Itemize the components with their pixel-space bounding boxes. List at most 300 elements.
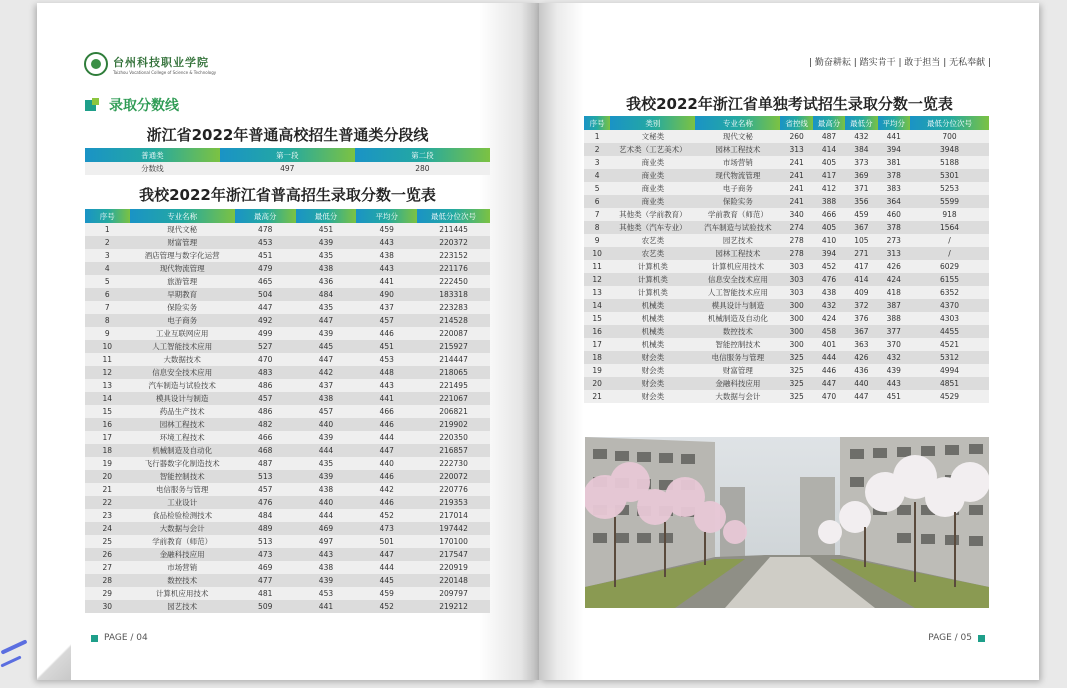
table-cell: 5 bbox=[85, 275, 130, 288]
table-cell: 426 bbox=[845, 351, 877, 364]
table-cell: 22 bbox=[85, 496, 130, 509]
table-cell: 智能控制技术 bbox=[695, 338, 780, 351]
campus-photo bbox=[585, 437, 989, 608]
page-number bbox=[85, 633, 148, 643]
table-cell: 478 bbox=[235, 223, 296, 236]
table-cell: 383 bbox=[878, 182, 910, 195]
table-cell: / bbox=[910, 247, 989, 260]
section-title-text: 录取分数线 bbox=[109, 98, 179, 114]
table-cell: 388 bbox=[813, 195, 845, 208]
table-cell: 食品检验检测技术 bbox=[130, 509, 235, 522]
table-cell: 23 bbox=[85, 509, 130, 522]
square-marker-icon bbox=[978, 635, 985, 642]
table-cell: 29 bbox=[85, 587, 130, 600]
table-cell: 378 bbox=[878, 169, 910, 182]
table-cell: 441 bbox=[356, 275, 417, 288]
table-cell: 1 bbox=[85, 223, 130, 236]
table-cell: 303 bbox=[780, 286, 812, 299]
table-cell: 481 bbox=[235, 587, 296, 600]
table-cell: 274 bbox=[780, 221, 812, 234]
table-cell: 223152 bbox=[417, 249, 490, 262]
table-cell: 394 bbox=[813, 247, 845, 260]
table-cell: 工业互联网应用 bbox=[130, 327, 235, 340]
table-row bbox=[85, 405, 490, 418]
table-cell: 模具设计与制造 bbox=[130, 392, 235, 405]
table-row bbox=[584, 325, 989, 338]
table-cell: 金融科技应用 bbox=[695, 377, 780, 390]
square-bullet-icon bbox=[85, 98, 99, 112]
table-cell: 财会类 bbox=[610, 351, 695, 364]
table-cell: 9 bbox=[584, 234, 610, 247]
table-cell: 14 bbox=[85, 392, 130, 405]
table-cell: / bbox=[910, 234, 989, 247]
table-cell: 436 bbox=[296, 275, 357, 288]
table-cell: 446 bbox=[356, 327, 417, 340]
table-row bbox=[85, 275, 490, 288]
table-cell: 417 bbox=[845, 260, 877, 273]
square-marker-icon bbox=[91, 635, 98, 642]
table-cell: 商业类 bbox=[610, 169, 695, 182]
table-row bbox=[85, 431, 490, 444]
table-row bbox=[584, 364, 989, 377]
table-cell: 325 bbox=[780, 351, 812, 364]
column-header: 序号 bbox=[85, 209, 130, 223]
table-cell: 446 bbox=[356, 470, 417, 483]
table-cell: 6155 bbox=[910, 273, 989, 286]
table-cell: 432 bbox=[813, 299, 845, 312]
table-cell: 24 bbox=[85, 522, 130, 535]
table-row bbox=[85, 288, 490, 301]
table-cell: 汽车制造与试验技术 bbox=[130, 379, 235, 392]
table-cell: 17 bbox=[584, 338, 610, 351]
column-header: 最低分位次号 bbox=[910, 116, 989, 130]
table-cell: 443 bbox=[296, 548, 357, 561]
logo-english-name: Taizhou Vocational College of Science & Technology bbox=[113, 69, 217, 75]
table-cell: 447 bbox=[235, 301, 296, 314]
spine-shadow bbox=[539, 3, 584, 680]
table-cell: 农艺类 bbox=[610, 234, 695, 247]
table-cell: 501 bbox=[356, 535, 417, 548]
table-cell: 303 bbox=[780, 273, 812, 286]
table-cell: 170100 bbox=[417, 535, 490, 548]
column-header: 最低分 bbox=[296, 209, 357, 223]
table-cell: 446 bbox=[813, 364, 845, 377]
table-row bbox=[584, 182, 989, 195]
table-cell: 机械类 bbox=[610, 299, 695, 312]
table-cell: 其他类（学前教育） bbox=[610, 208, 695, 221]
table-cell: 4 bbox=[584, 169, 610, 182]
table-cell: 4994 bbox=[910, 364, 989, 377]
column-header: 序号 bbox=[584, 116, 610, 130]
table-cell: 智能控制技术 bbox=[130, 470, 235, 483]
table-cell: 487 bbox=[235, 457, 296, 470]
table-cell: 453 bbox=[235, 236, 296, 249]
table-cell: 17 bbox=[85, 431, 130, 444]
table-cell: 园林工程技术 bbox=[695, 143, 780, 156]
table-row bbox=[584, 260, 989, 273]
table-cell: 药品生产技术 bbox=[130, 405, 235, 418]
table-cell: 325 bbox=[780, 390, 812, 403]
table-cell: 计算机应用技术 bbox=[695, 260, 780, 273]
table-cell: 21 bbox=[584, 390, 610, 403]
table-cell: 计算机类 bbox=[610, 260, 695, 273]
table-cell: 数控技术 bbox=[130, 574, 235, 587]
table-row bbox=[85, 314, 490, 327]
table-cell: 13 bbox=[85, 379, 130, 392]
table-cell: 432 bbox=[878, 351, 910, 364]
table-cell: 438 bbox=[813, 286, 845, 299]
table-cell: 271 bbox=[845, 247, 877, 260]
table-cell: 214447 bbox=[417, 353, 490, 366]
table-row bbox=[584, 143, 989, 156]
table-cell: 438 bbox=[296, 561, 357, 574]
table-cell: 356 bbox=[845, 195, 877, 208]
table-cell: 381 bbox=[878, 156, 910, 169]
table-cell: 财会类 bbox=[610, 364, 695, 377]
table-cell: 436 bbox=[845, 364, 877, 377]
table-cell: 417 bbox=[813, 169, 845, 182]
table-cell: 现代文秘 bbox=[130, 223, 235, 236]
table-cell: 440 bbox=[356, 457, 417, 470]
table-cell: 21 bbox=[85, 483, 130, 496]
table-cell: 325 bbox=[780, 364, 812, 377]
table-cell: 5312 bbox=[910, 351, 989, 364]
table-cell: 438 bbox=[296, 262, 357, 275]
table-row bbox=[85, 600, 490, 613]
table-row bbox=[584, 338, 989, 351]
pen-decoration bbox=[0, 639, 27, 654]
table-cell: 457 bbox=[356, 314, 417, 327]
table-cell: 325 bbox=[780, 377, 812, 390]
table-cell: 504 bbox=[235, 288, 296, 301]
table-cell: 405 bbox=[813, 221, 845, 234]
table-cell: 机械类 bbox=[610, 312, 695, 325]
table-cell: 220148 bbox=[417, 574, 490, 587]
column-header: 普通类 bbox=[85, 148, 220, 162]
table-cell: 373 bbox=[845, 156, 877, 169]
table-cell: 439 bbox=[296, 327, 357, 340]
table-cell: 酒店管理与数字化运营 bbox=[130, 249, 235, 262]
column-header: 最低分位次号 bbox=[417, 209, 490, 223]
table-cell: 计算机类 bbox=[610, 286, 695, 299]
table-row bbox=[85, 418, 490, 431]
table-row bbox=[85, 379, 490, 392]
table-row bbox=[85, 483, 490, 496]
table-cell: 497 bbox=[220, 162, 355, 175]
table-cell: 388 bbox=[878, 312, 910, 325]
table-cell: 大数据与会计 bbox=[130, 522, 235, 535]
table-cell: 217014 bbox=[417, 509, 490, 522]
table-cell: 273 bbox=[878, 234, 910, 247]
table-cell: 早期教育 bbox=[130, 288, 235, 301]
table-cell: 405 bbox=[813, 156, 845, 169]
page-number bbox=[928, 633, 991, 643]
table-cell: 441 bbox=[296, 600, 357, 613]
table-cell: 电子商务 bbox=[130, 314, 235, 327]
table-cell: 394 bbox=[878, 143, 910, 156]
table-cell: 旅游管理 bbox=[130, 275, 235, 288]
table-cell: 农艺类 bbox=[610, 247, 695, 260]
table-row bbox=[584, 390, 989, 403]
table-cell: 学前教育（师范） bbox=[695, 208, 780, 221]
table-cell: 439 bbox=[296, 470, 357, 483]
segment-line-table bbox=[85, 148, 490, 175]
table-row bbox=[85, 392, 490, 405]
table-row bbox=[85, 574, 490, 587]
table-cell: 26 bbox=[85, 548, 130, 561]
table-cell: 学前教育（师范） bbox=[130, 535, 235, 548]
table-cell: 现代物流管理 bbox=[130, 262, 235, 275]
table-cell: 9 bbox=[85, 327, 130, 340]
table-cell: 490 bbox=[356, 288, 417, 301]
table-cell: 市场营销 bbox=[130, 561, 235, 574]
table-cell: 园林工程技术 bbox=[130, 418, 235, 431]
table-cell: 19 bbox=[85, 457, 130, 470]
table-cell: 414 bbox=[813, 143, 845, 156]
table-cell: 452 bbox=[813, 260, 845, 273]
table-cell: 飞行器数字化制造技术 bbox=[130, 457, 235, 470]
table-cell: 217547 bbox=[417, 548, 490, 561]
table-cell: 10 bbox=[85, 340, 130, 353]
pen-decoration bbox=[0, 655, 21, 667]
table-cell: 700 bbox=[910, 130, 989, 143]
table-cell: 437 bbox=[356, 301, 417, 314]
column-header: 最高分 bbox=[235, 209, 296, 223]
table-cell: 377 bbox=[878, 325, 910, 338]
table-cell: 218065 bbox=[417, 366, 490, 379]
table-row bbox=[85, 340, 490, 353]
table-cell: 文秘类 bbox=[610, 130, 695, 143]
column-header: 第二段 bbox=[355, 148, 490, 162]
table-cell: 11 bbox=[584, 260, 610, 273]
table-cell: 384 bbox=[845, 143, 877, 156]
table-cell: 447 bbox=[296, 353, 357, 366]
table-cell: 482 bbox=[235, 418, 296, 431]
left-page bbox=[37, 3, 539, 680]
table-cell: 241 bbox=[780, 182, 812, 195]
table-cell: 其他类（汽车专业） bbox=[610, 221, 695, 234]
table-row bbox=[85, 548, 490, 561]
table-cell: 477 bbox=[235, 574, 296, 587]
table-cell: 221067 bbox=[417, 392, 490, 405]
table-cell: 计算机类 bbox=[610, 273, 695, 286]
table-cell: 300 bbox=[780, 312, 812, 325]
logo-chinese-name: 台州科技职业学院 bbox=[113, 55, 209, 69]
table-cell: 918 bbox=[910, 208, 989, 221]
table-cell: 15 bbox=[85, 405, 130, 418]
table-cell: 20 bbox=[584, 377, 610, 390]
table-cell: 300 bbox=[780, 338, 812, 351]
table-cell: 209797 bbox=[417, 587, 490, 600]
table-cell: 435 bbox=[296, 301, 357, 314]
table-row bbox=[85, 327, 490, 340]
table-cell: 15 bbox=[584, 312, 610, 325]
table-cell: 6 bbox=[584, 195, 610, 208]
table-row bbox=[85, 301, 490, 314]
table-cell: 441 bbox=[878, 130, 910, 143]
table-cell: 16 bbox=[85, 418, 130, 431]
table-cell: 214528 bbox=[417, 314, 490, 327]
table-cell: 分数线 bbox=[85, 162, 220, 175]
table-cell: 447 bbox=[356, 444, 417, 457]
table-row bbox=[85, 366, 490, 379]
table-cell: 424 bbox=[878, 273, 910, 286]
table-cell: 412 bbox=[813, 182, 845, 195]
table-cell: 460 bbox=[878, 208, 910, 221]
table-row bbox=[584, 247, 989, 260]
table-cell: 527 bbox=[235, 340, 296, 353]
table-cell: 499 bbox=[235, 327, 296, 340]
table-cell: 工业设计 bbox=[130, 496, 235, 509]
table-cell: 7 bbox=[584, 208, 610, 221]
table-cell: 447 bbox=[356, 548, 417, 561]
table-cell: 4 bbox=[85, 262, 130, 275]
header-slogan: | 勤奋耕耘 | 踏实肯干 | 敢于担当 | 无私奉献 | bbox=[808, 58, 991, 68]
table-row bbox=[85, 535, 490, 548]
table-cell: 438 bbox=[356, 249, 417, 262]
table-cell: 443 bbox=[878, 377, 910, 390]
table-cell: 12 bbox=[584, 273, 610, 286]
table-row bbox=[584, 156, 989, 169]
table-cell: 340 bbox=[780, 208, 812, 221]
table-cell: 220072 bbox=[417, 470, 490, 483]
table-cell: 465 bbox=[235, 275, 296, 288]
table-cell: 426 bbox=[878, 260, 910, 273]
table-cell: 220776 bbox=[417, 483, 490, 496]
table-cell: 19 bbox=[584, 364, 610, 377]
table-cell: 424 bbox=[813, 312, 845, 325]
table-cell: 4455 bbox=[910, 325, 989, 338]
table-cell: 大数据与会计 bbox=[695, 390, 780, 403]
table-cell: 401 bbox=[813, 338, 845, 351]
table-cell: 439 bbox=[296, 236, 357, 249]
table-cell: 470 bbox=[813, 390, 845, 403]
table-row bbox=[584, 377, 989, 390]
table-cell: 457 bbox=[235, 483, 296, 496]
page-number-label: PAGE / 04 bbox=[104, 633, 148, 643]
table-row bbox=[584, 234, 989, 247]
table-cell: 300 bbox=[780, 299, 812, 312]
table-cell: 16 bbox=[584, 325, 610, 338]
table-cell: 5301 bbox=[910, 169, 989, 182]
independent-admission-table bbox=[584, 116, 989, 403]
table-row bbox=[584, 208, 989, 221]
table-cell: 汽车制造与试验技术 bbox=[695, 221, 780, 234]
table-cell: 439 bbox=[296, 574, 357, 587]
table-cell: 278 bbox=[780, 247, 812, 260]
table-cell: 机械制造及自动化 bbox=[130, 444, 235, 457]
table-cell: 364 bbox=[878, 195, 910, 208]
table-cell: 人工智能技术应用 bbox=[695, 286, 780, 299]
table-cell: 模具设计与制造 bbox=[695, 299, 780, 312]
table-cell: 221176 bbox=[417, 262, 490, 275]
page-number-label: PAGE / 05 bbox=[928, 633, 972, 643]
column-header: 平均分 bbox=[356, 209, 417, 223]
column-header: 类别 bbox=[610, 116, 695, 130]
table-cell: 5599 bbox=[910, 195, 989, 208]
table-cell: 220919 bbox=[417, 561, 490, 574]
table-cell: 435 bbox=[296, 457, 357, 470]
table-cell: 453 bbox=[296, 587, 357, 600]
table-cell: 489 bbox=[235, 522, 296, 535]
table-cell: 园艺技术 bbox=[695, 234, 780, 247]
table-cell: 241 bbox=[780, 156, 812, 169]
table-cell: 513 bbox=[235, 535, 296, 548]
table-cell: 453 bbox=[356, 353, 417, 366]
table-cell: 机械类 bbox=[610, 325, 695, 338]
table-cell: 商业类 bbox=[610, 182, 695, 195]
table-cell: 441 bbox=[356, 392, 417, 405]
table-cell: 470 bbox=[235, 353, 296, 366]
column-header: 专业名称 bbox=[130, 209, 235, 223]
table-cell: 222730 bbox=[417, 457, 490, 470]
table-cell: 313 bbox=[780, 143, 812, 156]
table-cell: 497 bbox=[296, 535, 357, 548]
table-cell: 476 bbox=[235, 496, 296, 509]
table-cell: 448 bbox=[356, 366, 417, 379]
table-cell: 计算机应用技术 bbox=[130, 587, 235, 600]
table-cell: 电信服务与管理 bbox=[695, 351, 780, 364]
table-row bbox=[85, 587, 490, 600]
table-cell: 30 bbox=[85, 600, 130, 613]
table-cell: 513 bbox=[235, 470, 296, 483]
table-cell: 260 bbox=[780, 130, 812, 143]
table-cell: 机械类 bbox=[610, 338, 695, 351]
table-cell: 27 bbox=[85, 561, 130, 574]
table-cell: 8 bbox=[85, 314, 130, 327]
table-cell: 446 bbox=[356, 418, 417, 431]
table-cell: 223283 bbox=[417, 301, 490, 314]
table-cell: 303 bbox=[780, 260, 812, 273]
table-cell: 443 bbox=[356, 379, 417, 392]
table-cell: 369 bbox=[845, 169, 877, 182]
table-cell: 280 bbox=[355, 162, 490, 175]
table-cell: 222450 bbox=[417, 275, 490, 288]
table-row bbox=[85, 262, 490, 275]
column-header: 第一段 bbox=[220, 148, 355, 162]
table-cell: 466 bbox=[813, 208, 845, 221]
table-cell: 367 bbox=[845, 221, 877, 234]
table-cell: 219902 bbox=[417, 418, 490, 431]
table-cell: 保险实务 bbox=[130, 301, 235, 314]
table-cell: 保险实务 bbox=[695, 195, 780, 208]
table-cell: 509 bbox=[235, 600, 296, 613]
table-cell: 443 bbox=[356, 236, 417, 249]
table-cell: 园艺技术 bbox=[130, 600, 235, 613]
table-cell: 447 bbox=[845, 390, 877, 403]
table-cell: 环境工程技术 bbox=[130, 431, 235, 444]
table-cell: 电信服务与管理 bbox=[130, 483, 235, 496]
table-cell: 479 bbox=[235, 262, 296, 275]
table-cell: 414 bbox=[845, 273, 877, 286]
table-row bbox=[584, 286, 989, 299]
table-cell: 372 bbox=[845, 299, 877, 312]
table-cell: 财富管理 bbox=[695, 364, 780, 377]
table-cell: 370 bbox=[878, 338, 910, 351]
table-row bbox=[584, 273, 989, 286]
table-cell: 438 bbox=[296, 483, 357, 496]
table-row bbox=[85, 444, 490, 457]
table-cell: 28 bbox=[85, 574, 130, 587]
table-cell: 445 bbox=[356, 574, 417, 587]
table-row bbox=[584, 221, 989, 234]
table-cell: 451 bbox=[356, 340, 417, 353]
table-cell: 220087 bbox=[417, 327, 490, 340]
table-cell: 445 bbox=[296, 340, 357, 353]
table-row bbox=[85, 353, 490, 366]
table-cell: 5253 bbox=[910, 182, 989, 195]
table-cell: 444 bbox=[296, 444, 357, 457]
